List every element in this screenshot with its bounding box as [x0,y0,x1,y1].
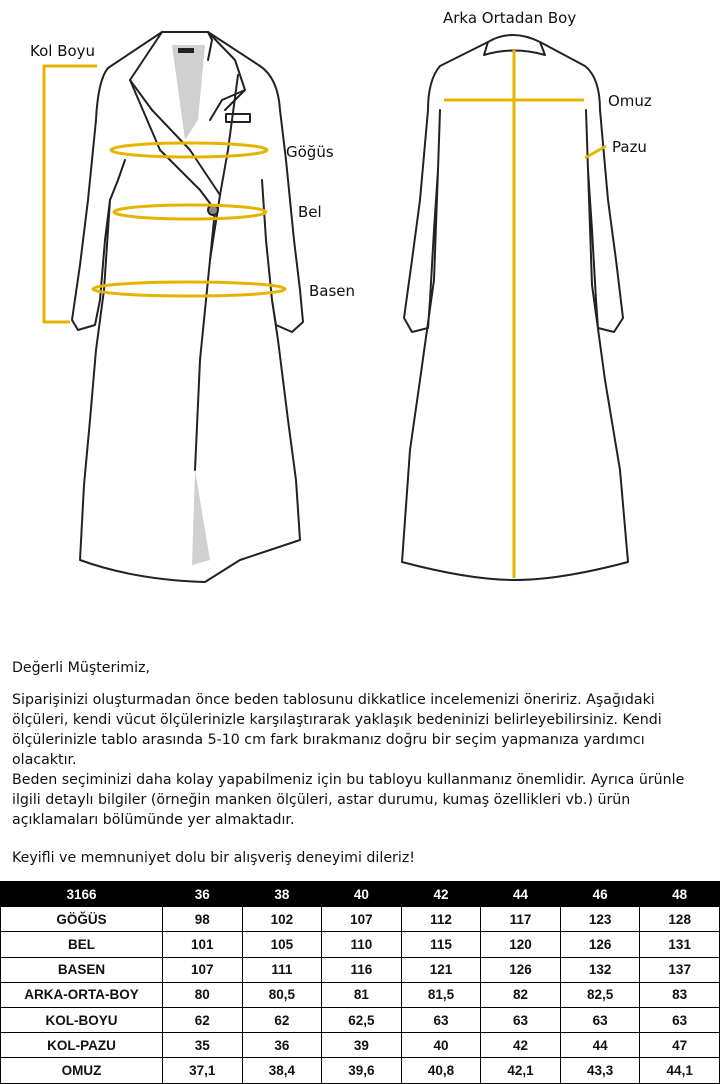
row-label: KOL-BOYU [1,1007,163,1032]
label-basen: Basen [309,282,356,300]
row-label: ARKA-ORTA-BOY [1,982,163,1007]
table-cell: 40,8 [401,1058,481,1083]
table-row [1,907,720,932]
row-label: GÖĞÜS [1,907,163,932]
label-bel: Bel [298,203,322,221]
table-cell: 121 [401,957,481,982]
message-paragraph-2: Beden seçiminizi daha kolay yapabilmeniz için bu tabloyu kullanmanız önemlidir. Ayrıca ürünle ilgili detaylı bilgiler (örneğin manken ölçüleri, astar durumu, kumaş özellikleri vb.) ürün açıklamaları bölümünde yer almaktadır. [12,772,685,828]
row-label: KOL-PAZU [1,1033,163,1058]
header-size: 38 [242,882,322,907]
table-row [1,1033,720,1058]
table-cell: 131 [640,932,720,957]
table-cell: 63 [640,1007,720,1032]
bel-ellipse [114,205,266,219]
label-pazu: Pazu [612,138,647,156]
header-size: 46 [560,882,640,907]
header-size: 42 [401,882,481,907]
size-table-header-row [1,882,720,907]
header-size: 44 [481,882,561,907]
coat-front-view [72,32,303,582]
table-cell: 123 [560,907,640,932]
customer-message [12,658,712,868]
header-size: 40 [322,882,402,907]
table-cell: 120 [481,932,561,957]
label-kol-boyu: Kol Boyu [30,42,96,60]
row-label: BASEN [1,957,163,982]
table-cell: 80,5 [242,982,322,1007]
table-cell: 44 [560,1033,640,1058]
table-cell: 40 [401,1033,481,1058]
table-cell: 82 [481,982,561,1007]
table-cell: 42,1 [481,1058,561,1083]
front-measure-marks [44,66,285,322]
table-cell: 62,5 [322,1007,402,1032]
table-cell: 39 [322,1033,402,1058]
table-cell: 102 [242,907,322,932]
table-cell: 112 [401,907,481,932]
table-cell: 39,6 [322,1058,402,1083]
label-arka-orta-boy: Arka Ortadan Boy [443,9,577,27]
table-cell: 36 [242,1033,322,1058]
row-label: BEL [1,932,163,957]
table-cell: 83 [640,982,720,1007]
table-cell: 132 [560,957,640,982]
table-cell: 128 [640,907,720,932]
table-cell: 81 [322,982,402,1007]
table-cell: 110 [322,932,402,957]
table-cell: 82,5 [560,982,640,1007]
table-row [1,932,720,957]
row-label: OMUZ [1,1058,163,1083]
table-cell: 63 [401,1007,481,1032]
table-cell: 63 [481,1007,561,1032]
table-cell: 42 [481,1033,561,1058]
table-cell: 101 [163,932,243,957]
table-cell: 35 [163,1033,243,1058]
back-measure-marks [444,50,606,578]
table-cell: 43,3 [560,1058,640,1083]
table-cell: 105 [242,932,322,957]
table-cell: 47 [640,1033,720,1058]
header-size: 36 [163,882,243,907]
table-cell: 111 [242,957,322,982]
table-row [1,1058,720,1083]
label-gogus: Göğüs [286,143,334,161]
table-cell: 137 [640,957,720,982]
table-row [1,1007,720,1032]
table-cell: 38,4 [242,1058,322,1083]
table-cell: 62 [242,1007,322,1032]
size-table [0,881,720,1084]
message-greeting: Değerli Müşterimiz, [12,660,151,676]
table-cell: 107 [322,907,402,932]
table-cell: 62 [163,1007,243,1032]
table-cell: 37,1 [163,1058,243,1083]
table-cell: 116 [322,957,402,982]
table-row [1,982,720,1007]
table-cell: 115 [401,932,481,957]
table-cell: 126 [481,957,561,982]
table-cell: 63 [560,1007,640,1032]
table-cell: 44,1 [640,1058,720,1083]
front-hem-lining [192,470,210,565]
label-omuz: Omuz [608,92,652,110]
table-cell: 80 [163,982,243,1007]
message-closing: Keyifli ve memnuniyet dolu bir alışveriş deneyimi dileriz! [12,850,415,866]
table-cell: 98 [163,907,243,932]
basen-ellipse [93,282,285,296]
header-size: 48 [640,882,720,907]
table-cell: 126 [560,932,640,957]
table-cell: 107 [163,957,243,982]
table-row [1,957,720,982]
header-product-code: 3166 [1,882,163,907]
message-paragraph-1: Siparişinizi oluşturmadan önce beden tablosunu dikkatlice incelemenizi öneririz. Aşağıdaki ölçüleri, kendi vücut ölçülerinizle karşılaştırarak yaklaşık bedeninizi belirleyebilirsiniz. Kendi ölçülerinizle tablo arasında 5-10 cm fark bırakmanız doğru bir seçim yapmanıza yardımcı olacaktır. [12,692,662,768]
table-cell: 117 [481,907,561,932]
front-lining [172,45,205,140]
size-table-body [1,907,720,1083]
table-cell: 81,5 [401,982,481,1007]
